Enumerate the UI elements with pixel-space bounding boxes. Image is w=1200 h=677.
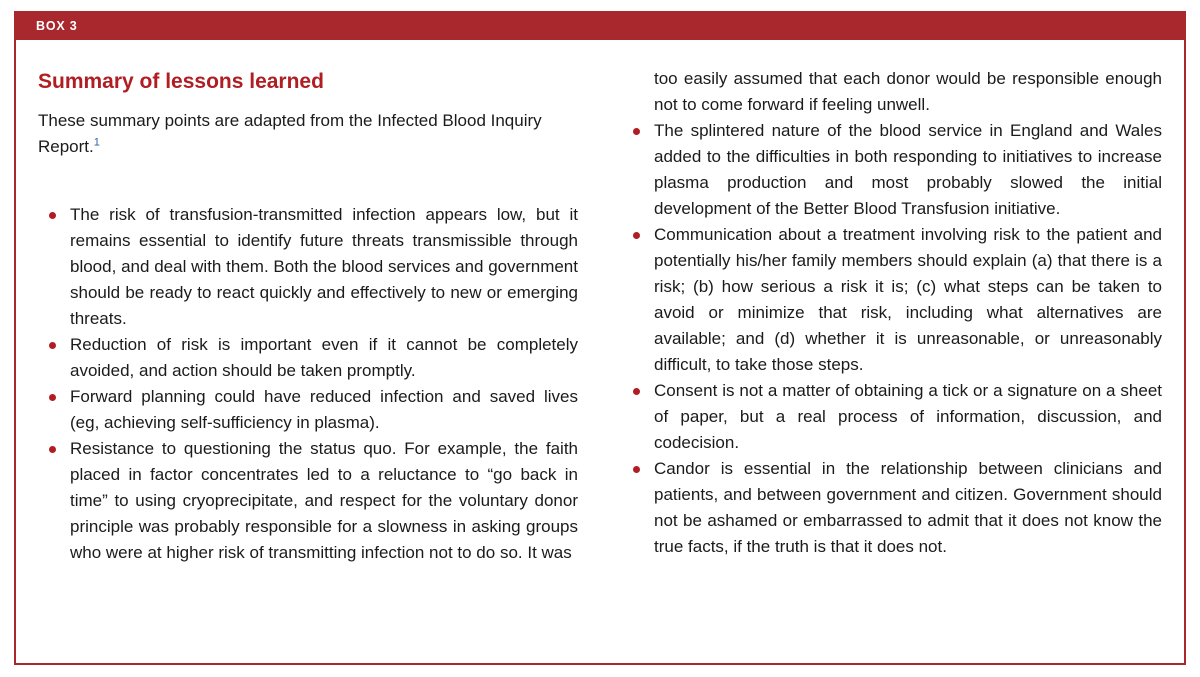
list-item xyxy=(38,436,578,566)
list-item xyxy=(38,332,578,384)
bullet-text: Communication about a treatment involving risk to the patient and potentially his/her family members should explain (a) that there is a risk; (b) how serious a risk it is; (c) what steps can be taken to avoid or minimize that risk, including what alternatives are available; and (d) whether it is unreasonable, or unreasonably difficult, to take those steps. xyxy=(654,225,1162,374)
left-bullet-list xyxy=(38,202,578,566)
bullet-icon xyxy=(633,232,640,239)
intro-text: These summary points are adapted from the Infected Blood Inquiry Report. xyxy=(38,111,542,156)
bullet-text: Reduction of risk is important even if it cannot be completely avoided, and action should be taken promptly. xyxy=(70,335,578,380)
bullet-icon xyxy=(633,388,640,395)
list-item xyxy=(622,222,1162,378)
bullet-icon xyxy=(49,446,56,453)
list-item xyxy=(38,384,578,436)
right-column xyxy=(622,66,1162,637)
left-column xyxy=(38,66,578,637)
bullet-text: Candor is essential in the relationship between clinicians and patients, and between government and citizen. Government should not be ashamed or embarrassed to admit that it does not know the true facts, if the truth is that it does not. xyxy=(654,459,1162,556)
box-title: Summary of lessons learned xyxy=(38,70,324,93)
bullet-text: Forward planning could have reduced infection and saved lives (eg, achieving self-sufficiency in plasma). xyxy=(70,387,578,432)
list-item xyxy=(622,118,1162,222)
box-label: BOX 3 xyxy=(36,19,78,33)
bullet-text: Consent is not a matter of obtaining a tick or a signature on a sheet of paper, but a real process of information, discussion, and codecision. xyxy=(654,381,1162,452)
bullet-icon xyxy=(49,212,56,219)
list-item xyxy=(622,456,1162,560)
intro-paragraph xyxy=(38,108,578,160)
bullet-icon xyxy=(633,466,640,473)
reference-link[interactable]: 1 xyxy=(93,136,100,149)
box-3-container xyxy=(14,11,1186,665)
bullet-icon xyxy=(49,394,56,401)
box-body xyxy=(16,40,1184,663)
continuation-text: too easily assumed that each donor would be responsible enough not to come forward if feeling unwell. xyxy=(654,69,1162,114)
bullet-text: The risk of transfusion-transmitted infection appears low, but it remains essential to identify future threats transmissible through blood, and deal with them. Both the blood services and government should be ready to react quickly and effectively to new or emerging threats. xyxy=(70,205,578,328)
right-bullet-list xyxy=(622,118,1162,560)
list-item xyxy=(622,378,1162,456)
bullet-text: Resistance to questioning the status quo. For example, the faith placed in factor concentrates led to a reluctance to “go back in time” to using cryoprecipitate, and respect for the voluntary donor principle was probably responsible for a slowness in asking groups who were at higher risk of transmitting infection not to do so. It was xyxy=(70,439,578,562)
box-header-bar xyxy=(16,13,1184,40)
bullet-icon xyxy=(49,342,56,349)
bullet-text: The splintered nature of the blood service in England and Wales added to the difficulties in both responding to initiatives to increase plasma production and most probably slowed the initial development of the Better Blood Transfusion initiative. xyxy=(654,121,1162,218)
list-item xyxy=(38,202,578,332)
bullet-icon xyxy=(633,128,640,135)
